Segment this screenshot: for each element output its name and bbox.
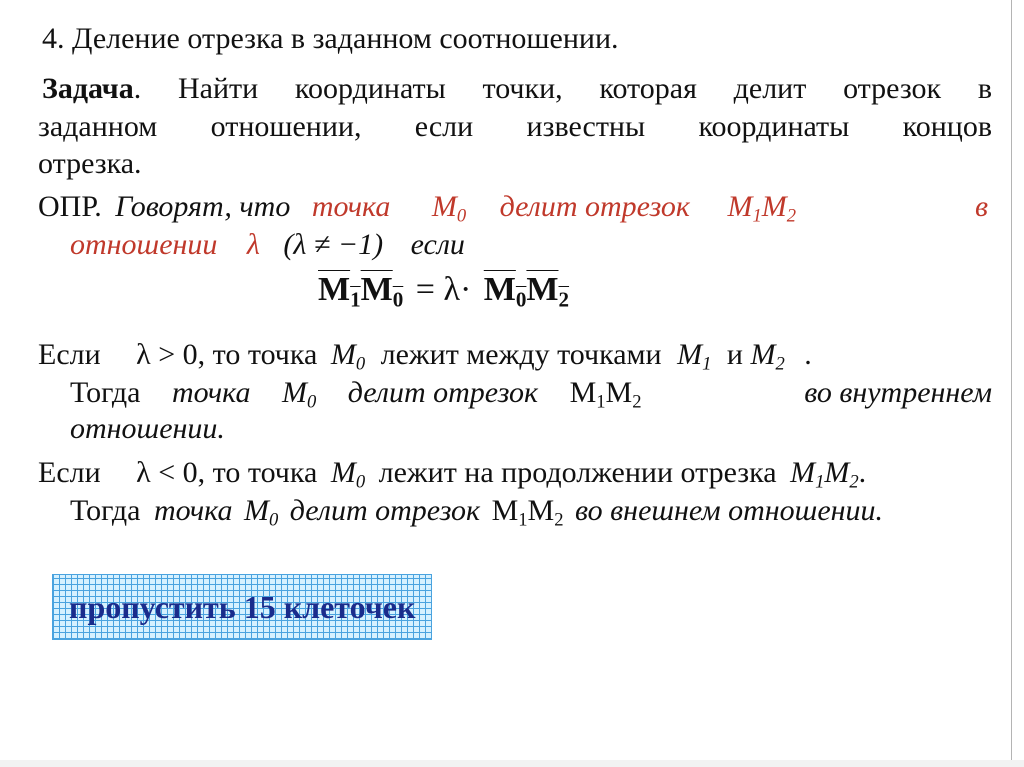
case-negative-external: во внешнем отношении. [575, 494, 884, 527]
skip-cells-note [52, 574, 432, 640]
task-line-3 [38, 147, 142, 181]
case-negative-condition: λ < 0 [136, 456, 198, 489]
case-positive-divides: делит отрезок [347, 376, 539, 409]
definition-divides: делит отрезок [499, 190, 690, 223]
definition-ratio-word: отношении [70, 228, 218, 261]
case-positive-text-1: , то точка [197, 338, 318, 371]
slide-bottom-edge [0, 760, 1024, 767]
task-line-1 [42, 72, 992, 106]
case-negative-if: Если [38, 456, 101, 489]
case-negative-dot: . [858, 456, 867, 489]
case-positive-m0: $M_0$ [330, 338, 366, 375]
definition-says: Говорят, что [115, 190, 291, 223]
case-positive-m0-2: $M_0$ [281, 376, 317, 413]
definition-line-1 [38, 190, 994, 227]
case-negative-divides: делит отрезок [289, 494, 481, 527]
definition-if: если [410, 228, 465, 261]
section-heading [42, 22, 619, 56]
case-positive-then: Тогда [70, 376, 141, 409]
case-negative-text-2: лежит на продолжении отрезка [378, 456, 777, 489]
case-positive-internal: во внутреннем [804, 376, 992, 409]
case-positive-point: точка [171, 376, 251, 409]
definition-point-m0: $M_0$ [431, 190, 467, 227]
case-positive-m2: $M_2$ [750, 338, 785, 375]
case-negative-text-1: , то точка [197, 456, 318, 489]
case-negative-then: Тогда [70, 494, 141, 527]
definition-line-2 [70, 228, 465, 262]
case-negative-m0: $M_0$ [330, 456, 366, 493]
heading-text: 4. Деление отрезка в заданном соотношении. [42, 22, 619, 55]
definition-lambda: λ [246, 228, 260, 261]
task-text-1: . Найти координаты точки, которая делит отрезок в [133, 72, 992, 105]
case-positive-line-1 [38, 338, 812, 375]
case-positive-condition: λ > 0 [136, 338, 198, 371]
task-text-3: отрезка. [38, 147, 142, 180]
case-positive-ratio: отношении. [70, 412, 225, 445]
case-positive-m1: $M_1$ [677, 338, 712, 375]
case-negative-line-1 [38, 456, 867, 493]
case-positive-segment: $M_1M_2$ [569, 376, 642, 413]
case-positive-line-3 [70, 412, 225, 446]
definition-label: ОПР. [38, 190, 102, 223]
case-positive-and: и [726, 338, 743, 371]
skip-cells-note-text: пропустить 15 клеточек [69, 589, 416, 625]
case-positive-text-2: лежит между точками [380, 338, 662, 371]
vector-formula [318, 270, 569, 310]
task-text-2: заданном отношении, если известны координаты концов [38, 110, 992, 143]
task-label: Задача [42, 72, 134, 105]
case-positive-dot: . [804, 338, 812, 371]
case-positive-line-2 [70, 376, 992, 413]
case-negative-segment-2: $M_1M_2$ [491, 494, 564, 531]
vector-m1m0: $M_1M_0$ [318, 271, 404, 312]
case-negative-m0-2: $M_0$ [243, 494, 279, 531]
case-negative-line-2 [70, 494, 884, 531]
formula-equals-lambda: = λ· [415, 271, 472, 308]
vector-m0m2: $M_0M_2$ [483, 271, 570, 312]
definition-segment: $M_1M_2$ [727, 190, 797, 227]
definition-in: в [974, 190, 988, 223]
task-line-2 [38, 110, 992, 144]
definition-condition: (λ ≠ −1) [283, 228, 384, 261]
case-positive-if: Если [38, 338, 101, 371]
case-negative-point: точка [153, 494, 233, 527]
slide-right-border [1011, 0, 1012, 767]
case-negative-segment: $M_1M_2$ [790, 456, 859, 493]
definition-point-word: точка [311, 190, 391, 223]
